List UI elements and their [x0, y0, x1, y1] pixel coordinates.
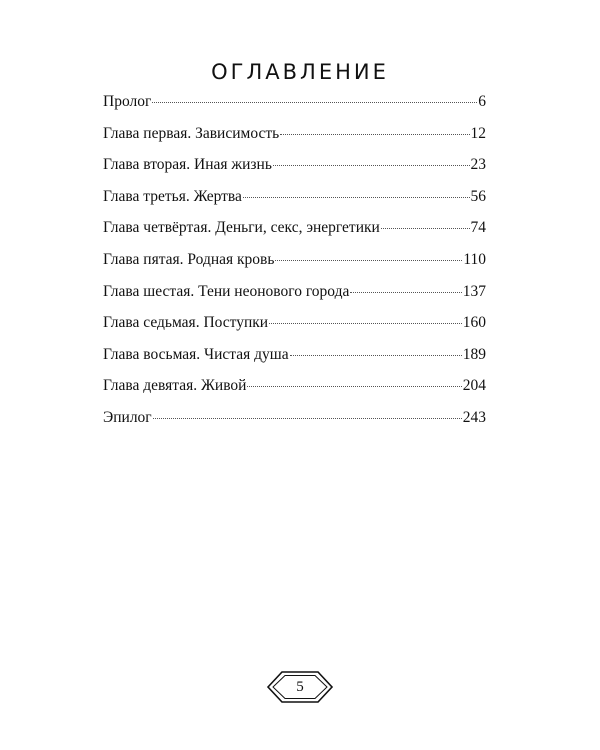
toc-entry-page: 160: [462, 314, 486, 332]
toc-entry[interactable]: [103, 155, 486, 187]
toc-entry-label: Глава седьмая. Поступки: [103, 314, 269, 332]
toc-entry-label: Глава восьмая. Чистая душа: [103, 345, 289, 363]
page-number: 5: [296, 679, 304, 695]
dot-leader: [269, 323, 462, 324]
toc-entry-label: Глава первая. Зависимость: [103, 124, 280, 142]
toc-entry[interactable]: [103, 376, 486, 408]
toc-entry-label: Эпилог: [103, 408, 152, 426]
toc-entry-page: 56: [470, 187, 486, 205]
page-title: ОГЛАВЛЕНИЕ: [211, 60, 389, 84]
dot-leader: [275, 260, 462, 261]
dot-leader: [152, 102, 477, 103]
toc-entry-page: 23: [470, 156, 486, 174]
toc-entry-label: Пролог: [103, 93, 152, 110]
toc-entry-label: Глава четвёртая. Деньги, секс, энергетики: [103, 219, 380, 237]
toc-entry[interactable]: [103, 124, 486, 156]
toc-entry-label: Глава шестая. Тени неонового города: [103, 282, 350, 300]
toc-entry[interactable]: [103, 92, 486, 124]
dot-leader: [350, 292, 461, 293]
dot-leader: [290, 355, 462, 356]
toc-entry-label: Глава вторая. Иная жизнь: [103, 156, 272, 174]
toc-entry[interactable]: [103, 250, 486, 282]
toc-entry-page: 189: [462, 345, 486, 363]
dot-leader: [243, 197, 470, 198]
toc-entry[interactable]: [103, 313, 486, 345]
toc-entry[interactable]: [103, 345, 486, 377]
toc-entry[interactable]: [103, 187, 486, 219]
dot-leader: [247, 386, 461, 387]
toc-entry-page: 6: [478, 93, 486, 110]
toc-entry[interactable]: [103, 218, 486, 250]
table-of-contents: [103, 92, 486, 440]
dot-leader: [153, 418, 462, 419]
toc-entry-page: 110: [463, 250, 486, 268]
toc-entry-label: Глава третья. Жертва: [103, 187, 242, 205]
dot-leader: [273, 165, 470, 166]
toc-entry-label: Глава пятая. Родная кровь: [103, 250, 275, 268]
toc-entry[interactable]: [103, 408, 486, 440]
dot-leader: [381, 228, 470, 229]
dot-leader: [280, 134, 469, 135]
page-number-badge: [266, 670, 334, 704]
toc-entry-page: 204: [462, 377, 486, 395]
toc-entry-page: 243: [462, 408, 486, 426]
toc-entry[interactable]: [103, 282, 486, 314]
toc-entry-page: 137: [462, 282, 486, 300]
toc-entry-page: 12: [470, 124, 486, 142]
toc-entry-page: 74: [470, 219, 486, 237]
toc-entry-label: Глава девятая. Живой: [103, 377, 247, 395]
